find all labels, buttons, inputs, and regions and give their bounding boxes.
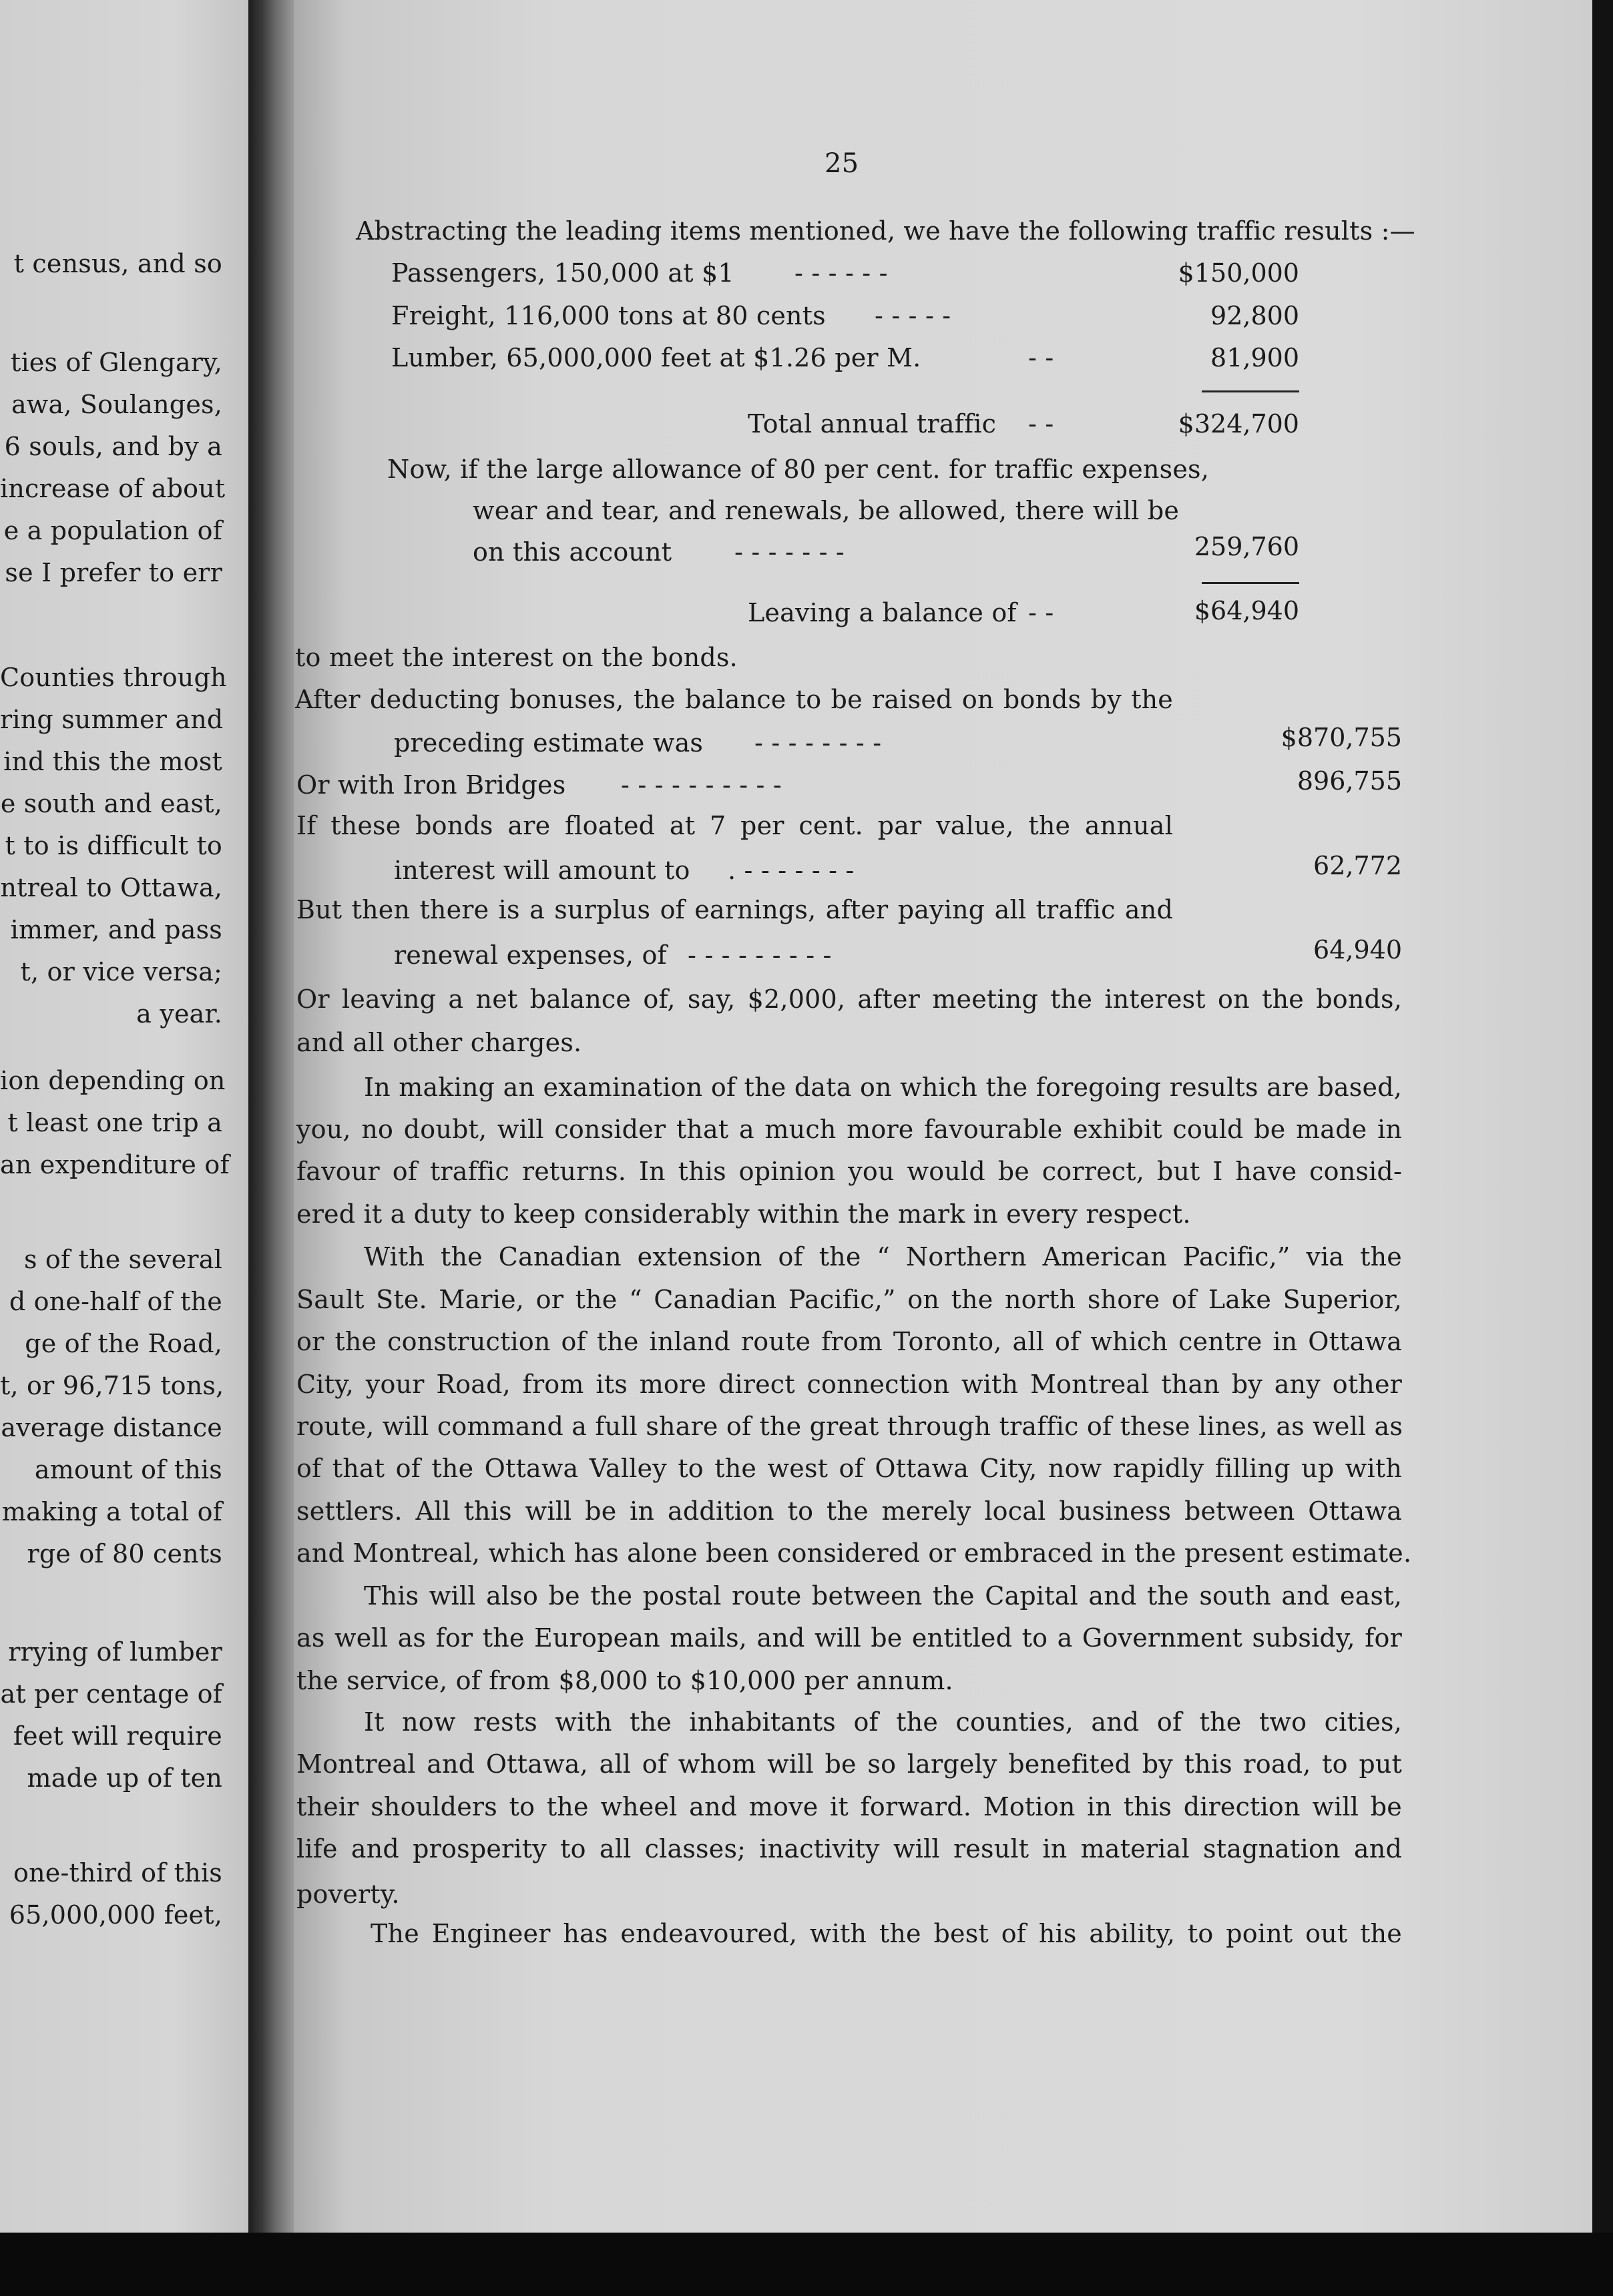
left-page-line: ge of the Road, [25,1329,222,1358]
left-page-line: at per centage of [0,1679,222,1709]
left-page-line: increase of about [0,474,226,503]
paragraph-line: ered it a duty to keep considerably within the mark in every respect. [296,1199,1191,1229]
left-page-line: ring summer and [0,705,224,734]
bonds-line: But then there is a surplus of earnings, after paying all traffic and [296,895,1173,924]
paragraph-line: Or leaving a net balance of, say, $2,000, after meeting the interest on the bonds, [296,984,1402,1014]
total-amount: $324,700 [1178,409,1299,439]
paragraph-line: settlers. All this will be in addition to the merely local business between Ottawa [296,1496,1402,1526]
paragraph-line: of that of the Ottawa Valley to the west of Ottawa City, now rapidly filling up with [296,1454,1402,1483]
paragraph-line: as well as for the European mails, and will be entitled to a Government subsidy, for [296,1623,1402,1653]
left-page-line: ion depending on [0,1066,226,1095]
expenses-line: on this account [473,537,672,567]
left-page-line: amount of this [34,1455,222,1484]
traffic-row-label: Freight, 116,000 tons at 80 cents [391,301,826,330]
left-page-line: e south and east, [0,789,222,818]
intro-line: Abstracting the leading items mentioned, we have the following traffic results :— [356,216,1415,246]
dot-leader: - - - - - - - - - [688,940,832,970]
left-page-line: awa, Soulanges, [11,390,222,419]
dot-leader: - - - - - - - [734,537,845,567]
traffic-row-amount: 92,800 [1210,301,1299,330]
traffic-row-amount: $150,000 [1178,258,1299,288]
paragraph-line: The Engineer has endeavoured, with the best of his ability, to point out the [371,1919,1402,1948]
left-page-line: t, or 96,715 tons, [0,1371,224,1400]
paragraph-line: It now rests with the inhabitants of the counties, and of the two cities, [364,1707,1402,1737]
left-page-line: making a total of [1,1497,222,1526]
expenses-line: wear and tear, and renewals, be allowed, there will be [473,496,1180,525]
left-page-line: t census, and so [13,249,222,278]
sum-rule [1202,390,1299,392]
bonds-line: to meet the interest on the bonds. [295,643,738,672]
left-page-line: 65,000,000 feet, [9,1900,222,1930]
dot-leader: - - - - - - - - [754,728,882,758]
dot-leader: - - - - - - - - - - [621,770,782,800]
paragraph-line: and all other charges. [296,1028,582,1057]
left-page-line: ntreal to Ottawa, [0,873,222,902]
bonds-amount: 64,940 [1313,935,1402,964]
paragraph-line: With the Canadian extension of the “ Northern American Pacific,” via the [364,1242,1402,1271]
left-page-line: t to is difficult to [5,831,222,860]
bonds-line: Or with Iron Bridges [296,770,566,800]
dot-leader: - - - - - - [794,258,888,288]
paragraph-line: and Montreal, which has alone been considered or embraced in the present estimate. [296,1538,1412,1568]
sum-rule [1202,582,1299,584]
left-page-line: d one-half of the [9,1287,222,1316]
left-page-line: feet will require [13,1721,222,1751]
scan-edge [1592,0,1613,2233]
left-page-line: 6 souls, and by a [4,432,222,461]
dot-leader: - - [1028,409,1054,439]
dot-leader: . - - - - - - - [728,856,855,885]
dot-leader: - - [1028,343,1054,372]
paragraph-line: life and prosperity to all classes; inactivity will result in material stagnation and [296,1834,1402,1863]
paragraph-line: route, will command a full share of the great through traffic of these lines, as well as [296,1412,1403,1441]
left-page-line: made up of ten [27,1763,222,1793]
traffic-row-label: Lumber, 65,000,000 feet at $1.26 per M. [391,343,921,372]
left-page-line: se I prefer to err [5,558,222,587]
bonds-amount: $870,755 [1281,723,1402,752]
paragraph-line: or the construction of the inland route from Toronto, all of which centre in Ottawa [296,1327,1402,1356]
balance-amount: $64,940 [1194,596,1299,625]
traffic-row-label: Passengers, 150,000 at $1 [391,258,734,288]
left-page-line: an expenditure of [0,1150,230,1179]
paragraph-line: poverty. [296,1880,400,1909]
scan-bottom-edge [0,2233,1613,2296]
paragraph-line: you, no doubt, will consider that a much more favourable exhibit could be made in [296,1115,1402,1144]
left-page-line: e a population of [3,516,222,545]
left-page-line: one-third of this [13,1858,222,1888]
dot-leader: - - [1028,598,1054,627]
dot-leader: - - - - - [875,301,951,330]
expenses-line: Now, if the large allowance of 80 per cent. for traffic expenses, [387,455,1210,484]
paragraph-line: This will also be the postal route between the Capital and the south and east, [364,1581,1402,1611]
paragraph-line: favour of traffic returns. In this opinion you would be correct, but I have consid- [296,1157,1402,1186]
paragraph-line: City, your Road, from its more direct connection with Montreal than by any other [296,1370,1402,1399]
traffic-row-amount: 81,900 [1210,343,1299,372]
paragraph-line: Montreal and Ottawa, all of whom will be so largely benefited by this road, to put [296,1749,1402,1779]
left-page-line: Counties through [0,663,227,692]
bonds-line: If these bonds are floated at 7 per cent. par value, the annual [296,811,1173,840]
left-page-line: t, or vice versa; [20,957,222,986]
book-gutter [248,0,294,2233]
left-facing-page [0,0,248,2233]
left-page-line: immer, and pass [10,915,222,944]
bonds-amount: 62,772 [1313,851,1402,880]
page-number: 25 [825,148,859,179]
expenses-amount: 259,760 [1194,532,1299,561]
bonds-line: preceding estimate was [394,728,704,758]
paragraph-line: their shoulders to the wheel and move it forward. Motion in this direction will be [296,1792,1402,1821]
left-page-line: average distance [1,1413,222,1442]
paragraph-line: the service, of from $8,000 to $10,000 per annum. [296,1666,953,1695]
bonds-amount: 896,755 [1297,766,1402,796]
left-page-line: t least one trip a [7,1108,222,1137]
total-label: Total annual traffic [748,409,997,439]
bonds-line: renewal expenses, of [394,940,667,970]
bonds-line: interest will amount to [394,856,690,885]
left-page-line: s of the several [23,1245,222,1274]
left-page-line: ind this the most [3,747,222,776]
left-page-line: rge of 80 cents [27,1539,222,1568]
paragraph-line: In making an examination of the data on which the foregoing results are based, [364,1073,1402,1102]
left-page-line: rrying of lumber [8,1637,222,1667]
left-page-line: a year. [136,999,222,1029]
left-page-line: ties of Glengary, [10,348,222,377]
balance-label: Leaving a balance of [748,598,1017,627]
paragraph-line: Sault Ste. Marie, or the “ Canadian Pacific,” on the north shore of Lake Superior, [296,1285,1402,1314]
bonds-line: After deducting bonuses, the balance to be raised on bonds by the [295,685,1173,714]
